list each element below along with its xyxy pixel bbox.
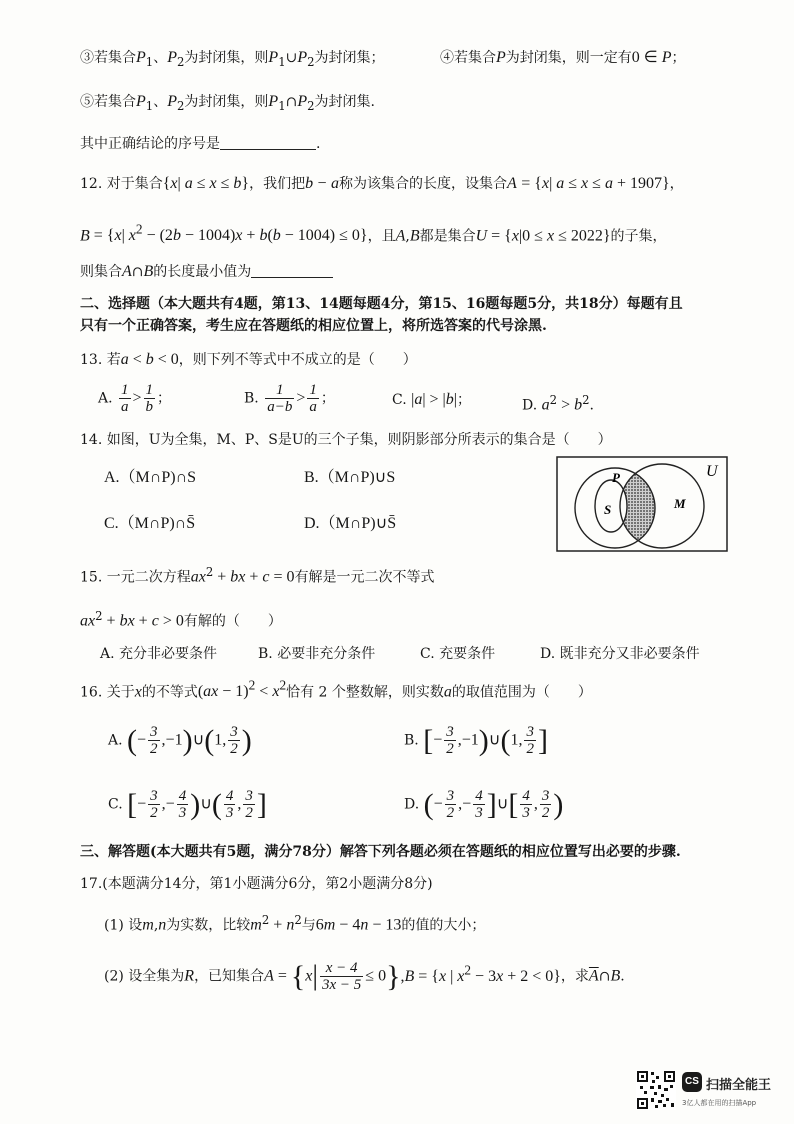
q12-line-3: 则集合A∩B的长度最小值为 [80, 262, 333, 282]
q14-option-b[interactable]: B.（M∩P)∪S [304, 469, 396, 486]
scanner-tagline: 3亿人都在用的扫描App [682, 1099, 757, 1107]
q16-option-a[interactable]: A. (− $\frac{3}{2}$ ,−1)∪(1, $\frac{3}{2}$ ) [108, 723, 252, 757]
q15-option-c[interactable]: C. 充要条件 [420, 646, 496, 662]
q13-option-b[interactable]: B. $\frac{1}{a-b}$ > $\frac{1}{a}$ ； [244, 382, 335, 415]
q14-option-d[interactable]: D.（M∩P)∪S̄ [304, 515, 397, 532]
venn-label-u: U [706, 463, 718, 480]
q11-statement-4: ④若集合P为封闭集，则一定有0 ∈ P； [440, 49, 686, 66]
q11-answer-blank[interactable] [220, 149, 316, 150]
q16-option-d[interactable]: D. (− $\frac{3}{2}$ ,− $\frac{4}{3}$ ]∪[ $\frac{4}{3}$ , $\frac{3}{2}$ ) [404, 787, 564, 821]
q14-option-c[interactable]: C.（M∩P)∩S̄ [104, 515, 196, 532]
q17-part-2: (2) 设全集为R，已知集合A = {x| $\frac{x - 4}{3x - 5}$ ≤ 0},B = {x | $x^2 - 3x + 2 < 0$}，求$\overline{A}\cap B$. [104, 959, 625, 993]
q15-option-a[interactable]: A. 充分非必要条件 [100, 646, 218, 662]
q14-stem: 14. 如图，U为全集，M、P、S是U的三个子集，则阴影部分所表示的集合是（ ） [80, 432, 612, 448]
q13-option-d[interactable]: D. $a^2 > b^2$. [522, 393, 594, 414]
q13-stem: 13. 若a < b < 0，则下列不等式中不成立的是（ ） [80, 351, 417, 368]
camscanner-logo-icon: CS [682, 1072, 702, 1092]
q11-s3-label: ③若集合 [80, 50, 136, 66]
q14-venn-diagram [556, 456, 728, 552]
q16-option-b[interactable]: B. [− $\frac{3}{2}$ ,−1)∪(1, $\frac{3}{2}$ ] [404, 723, 548, 757]
section2-heading: 二、选择题（本大题共有4题，第13、14题每题4分，第15、16题每题5分，共18分）每题有且 [80, 296, 683, 312]
q11-answer-prompt: 其中正确结论的序号是 . [80, 136, 321, 152]
scanner-brand: 扫描全能王 [706, 1078, 772, 1093]
venn-label-s: S [604, 502, 612, 517]
q15-stem-1: 15. 一元二次方程$ax^2$ + bx + c = 0有解是一元二次不等式 [80, 565, 435, 586]
q13-option-a[interactable]: A. $\frac{1}{a}$ > $\frac{1}{b}$ ； [98, 382, 172, 415]
qr-code-icon [636, 1070, 676, 1110]
q17-part-1: (1) 设m,n为实数，比较$m^2 + n^2$与6m − 4n − 13的值的大小； [104, 913, 486, 934]
q11-statement-5: ⑤若集合$P_1$、$P_2$为封闭集，则$P_1\cap P_2$为封闭集. [80, 93, 375, 113]
q17-header: 17.(本题满分14分，第1小题满分6分，第2小题满分8分) [80, 876, 433, 892]
q12-answer-blank[interactable] [251, 277, 333, 278]
q12-line-2: B = {x| $x^2 - (2b - 1004)x + b(b - 1004) \le 0$}，且A,B都是集合U = {x|0 ≤ x ≤ 2022}的子集， [80, 222, 667, 245]
q14-option-a[interactable]: A.（M∩P)∩S [104, 469, 197, 486]
venn-label-m: M [674, 496, 686, 511]
section2-heading-cont: 只有一个正确答案，考生应在答题纸的相应位置上，将所选答案的代号涂黑. [80, 318, 547, 334]
q15-stem-2: $ax^2$ + bx + c > 0有解的（ ） [80, 609, 282, 630]
q12-line-1: 12. 对于集合{x| a ≤ x ≤ b}，我们把b − a称为该集合的长度，设集合A = {x| a ≤ x ≤ a + 1907}， [80, 175, 684, 192]
scanner-footer [0, 1060, 794, 1124]
venn-label-p: P [612, 470, 620, 485]
section3-heading: 三、解答题(本大题共有5题，满分78分）解答下列各题必须在答题纸的相应位置写出必要的步骤. [80, 844, 681, 860]
q15-option-d[interactable]: D. 既非充分又非必要条件 [540, 646, 700, 662]
q16-stem: 16. 关于x的不等式$(ax - 1)^2 < x^2$恰有 2 个整数解，则实数a的取值范围为（ ） [80, 678, 592, 701]
q16-option-c[interactable]: C. [− $\frac{3}{2}$ ,− $\frac{4}{3}$ )∪( $\frac{4}{3}$ , $\frac{3}{2}$ ] [108, 787, 267, 821]
q13-option-c[interactable]: C. |a| > |b|； [392, 391, 471, 408]
q11-statement-3: ③若集合$P_1$、$P_2$为封闭集，则$P_1\cup P_2$为封闭集； [80, 49, 385, 69]
q15-option-b[interactable]: B. 必要非充分条件 [258, 646, 376, 662]
